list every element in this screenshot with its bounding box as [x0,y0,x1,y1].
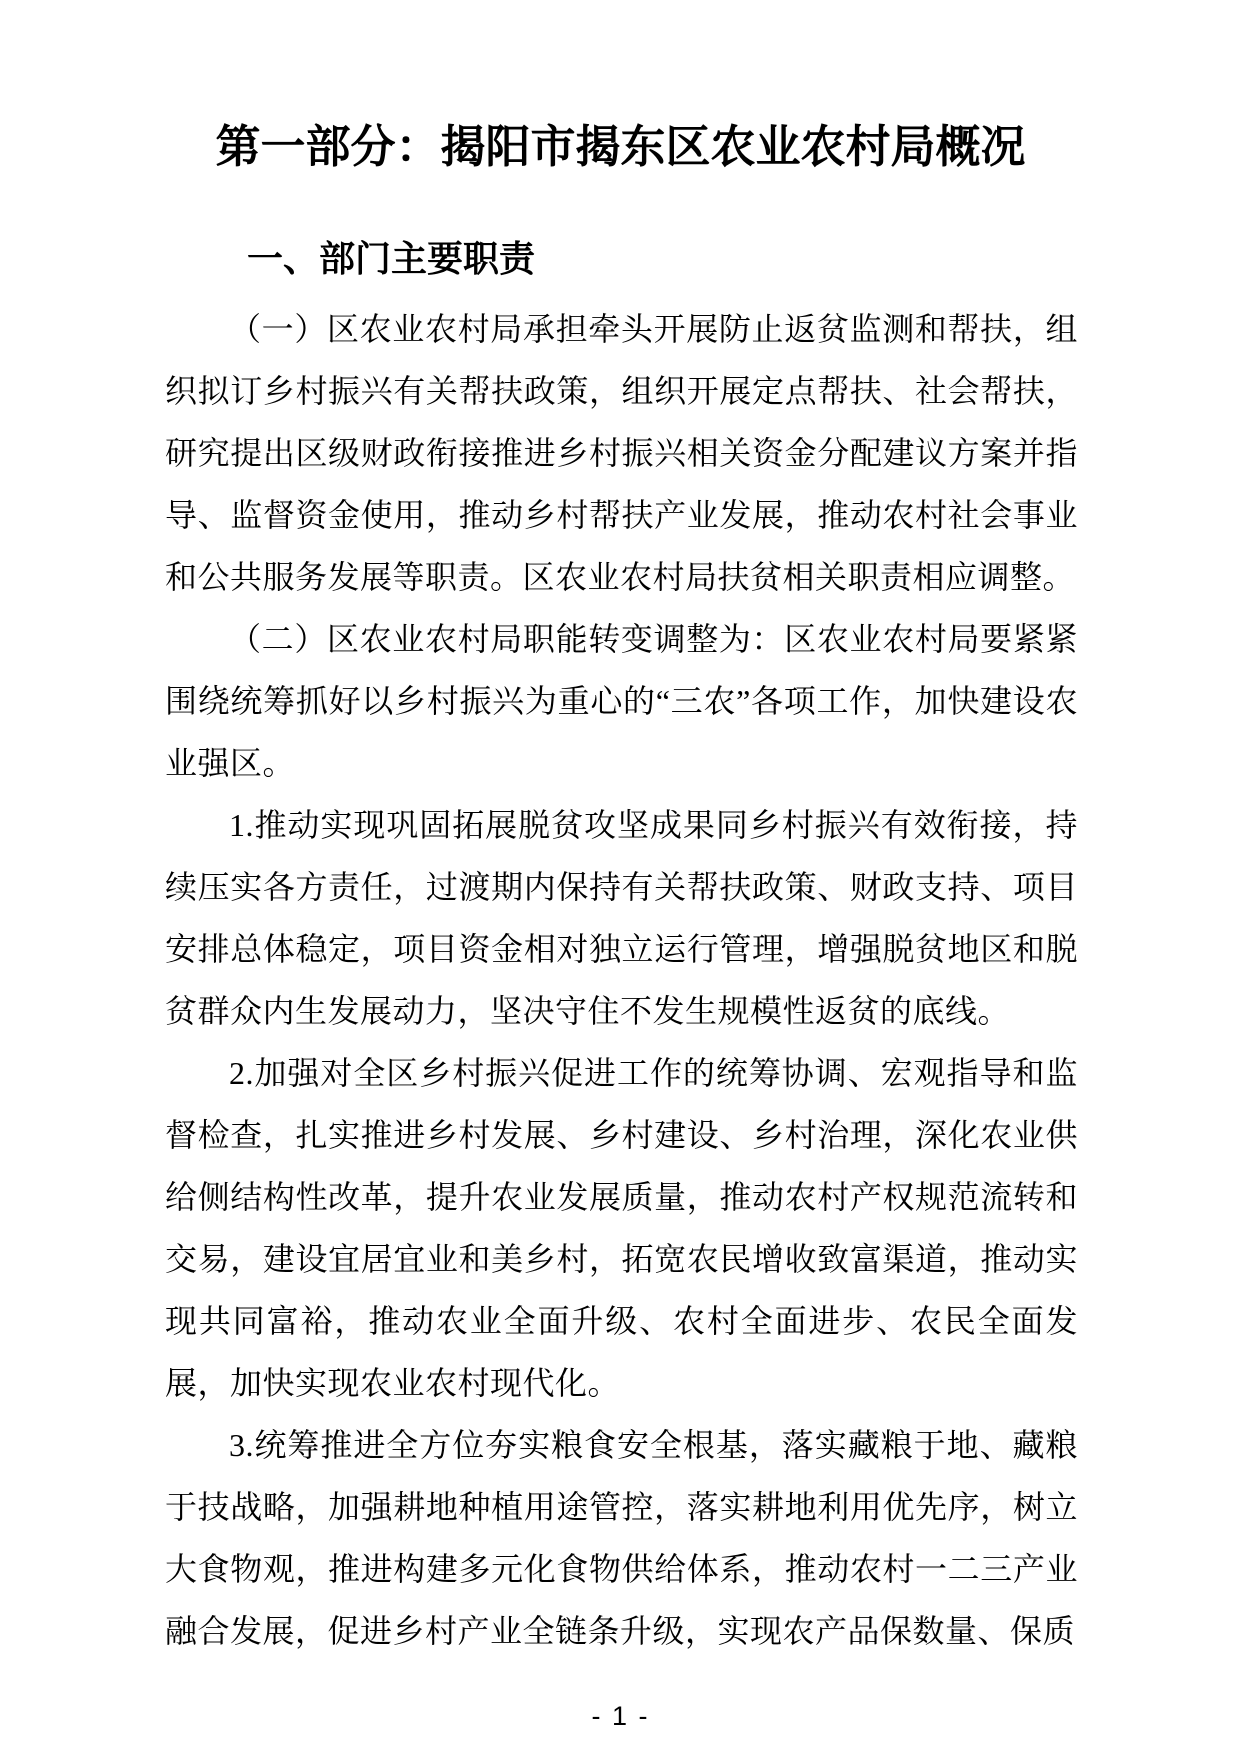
section-heading: 一、部门主要职责 [247,238,536,279]
paragraph-4: 2.加强对全区乡村振兴促进工作的统筹协调、宏观指导和监督检查，扎实推进乡村发展、乡村建设、乡村治理，深化农业供给侧结构性改革，提升农业发展质量，推动农村产权规范流转和交易，建设宜居宜业和美乡村，拓宽农民增收致富渠道，推动实现共同富裕，推动农业全面升级、农村全面进步、农民全面发展，加快实现农业农村现代化。 [165,1055,1078,1401]
page-number: - 1 - [591,1701,650,1731]
document-title: 第一部分：揭阳市揭东区农业农村局概况 [215,121,1026,172]
document-body [165,298,1078,1662]
paragraph-2: （二）区农业农村局职能转变调整为：区农业农村局要紧紧围绕统筹抓好以乡村振兴为重心的“三农”各项工作，加快建设农业强区。 [165,621,1078,781]
paragraph-1: （一）区农业农村局承担牵头开展防止返贫监测和帮扶，组织拟订乡村振兴有关帮扶政策，组织开展定点帮扶、社会帮扶，研究提出区级财政衔接推进乡村振兴相关资金分配建议方案并指导、监督资金使用，推动乡村帮扶产业发展，推动农村社会事业和公共服务发展等职责。区农业农村局扶贫相关职责相应调整。 [165,311,1078,595]
paragraph-3: 1.推动实现巩固拓展脱贫攻坚成果同乡村振兴有效衔接，持续压实各方责任，过渡期内保持有关帮扶政策、财政支持、项目安排总体稳定，项目资金相对独立运行管理，增强脱贫地区和脱贫群众内生发展动力，坚决守住不发生规模性返贫的底线。 [165,807,1078,1029]
paragraph-5: 3.统筹推进全方位夯实粮食安全根基，落实藏粮于地、藏粮于技战略，加强耕地种植用途管控，落实耕地利用优先序，树立大食物观，推进构建多元化食物供给体系，推动农村一二三产业融合发展，促进乡村产业全链条升级，实现农产品保数量、保质 [165,1427,1078,1649]
